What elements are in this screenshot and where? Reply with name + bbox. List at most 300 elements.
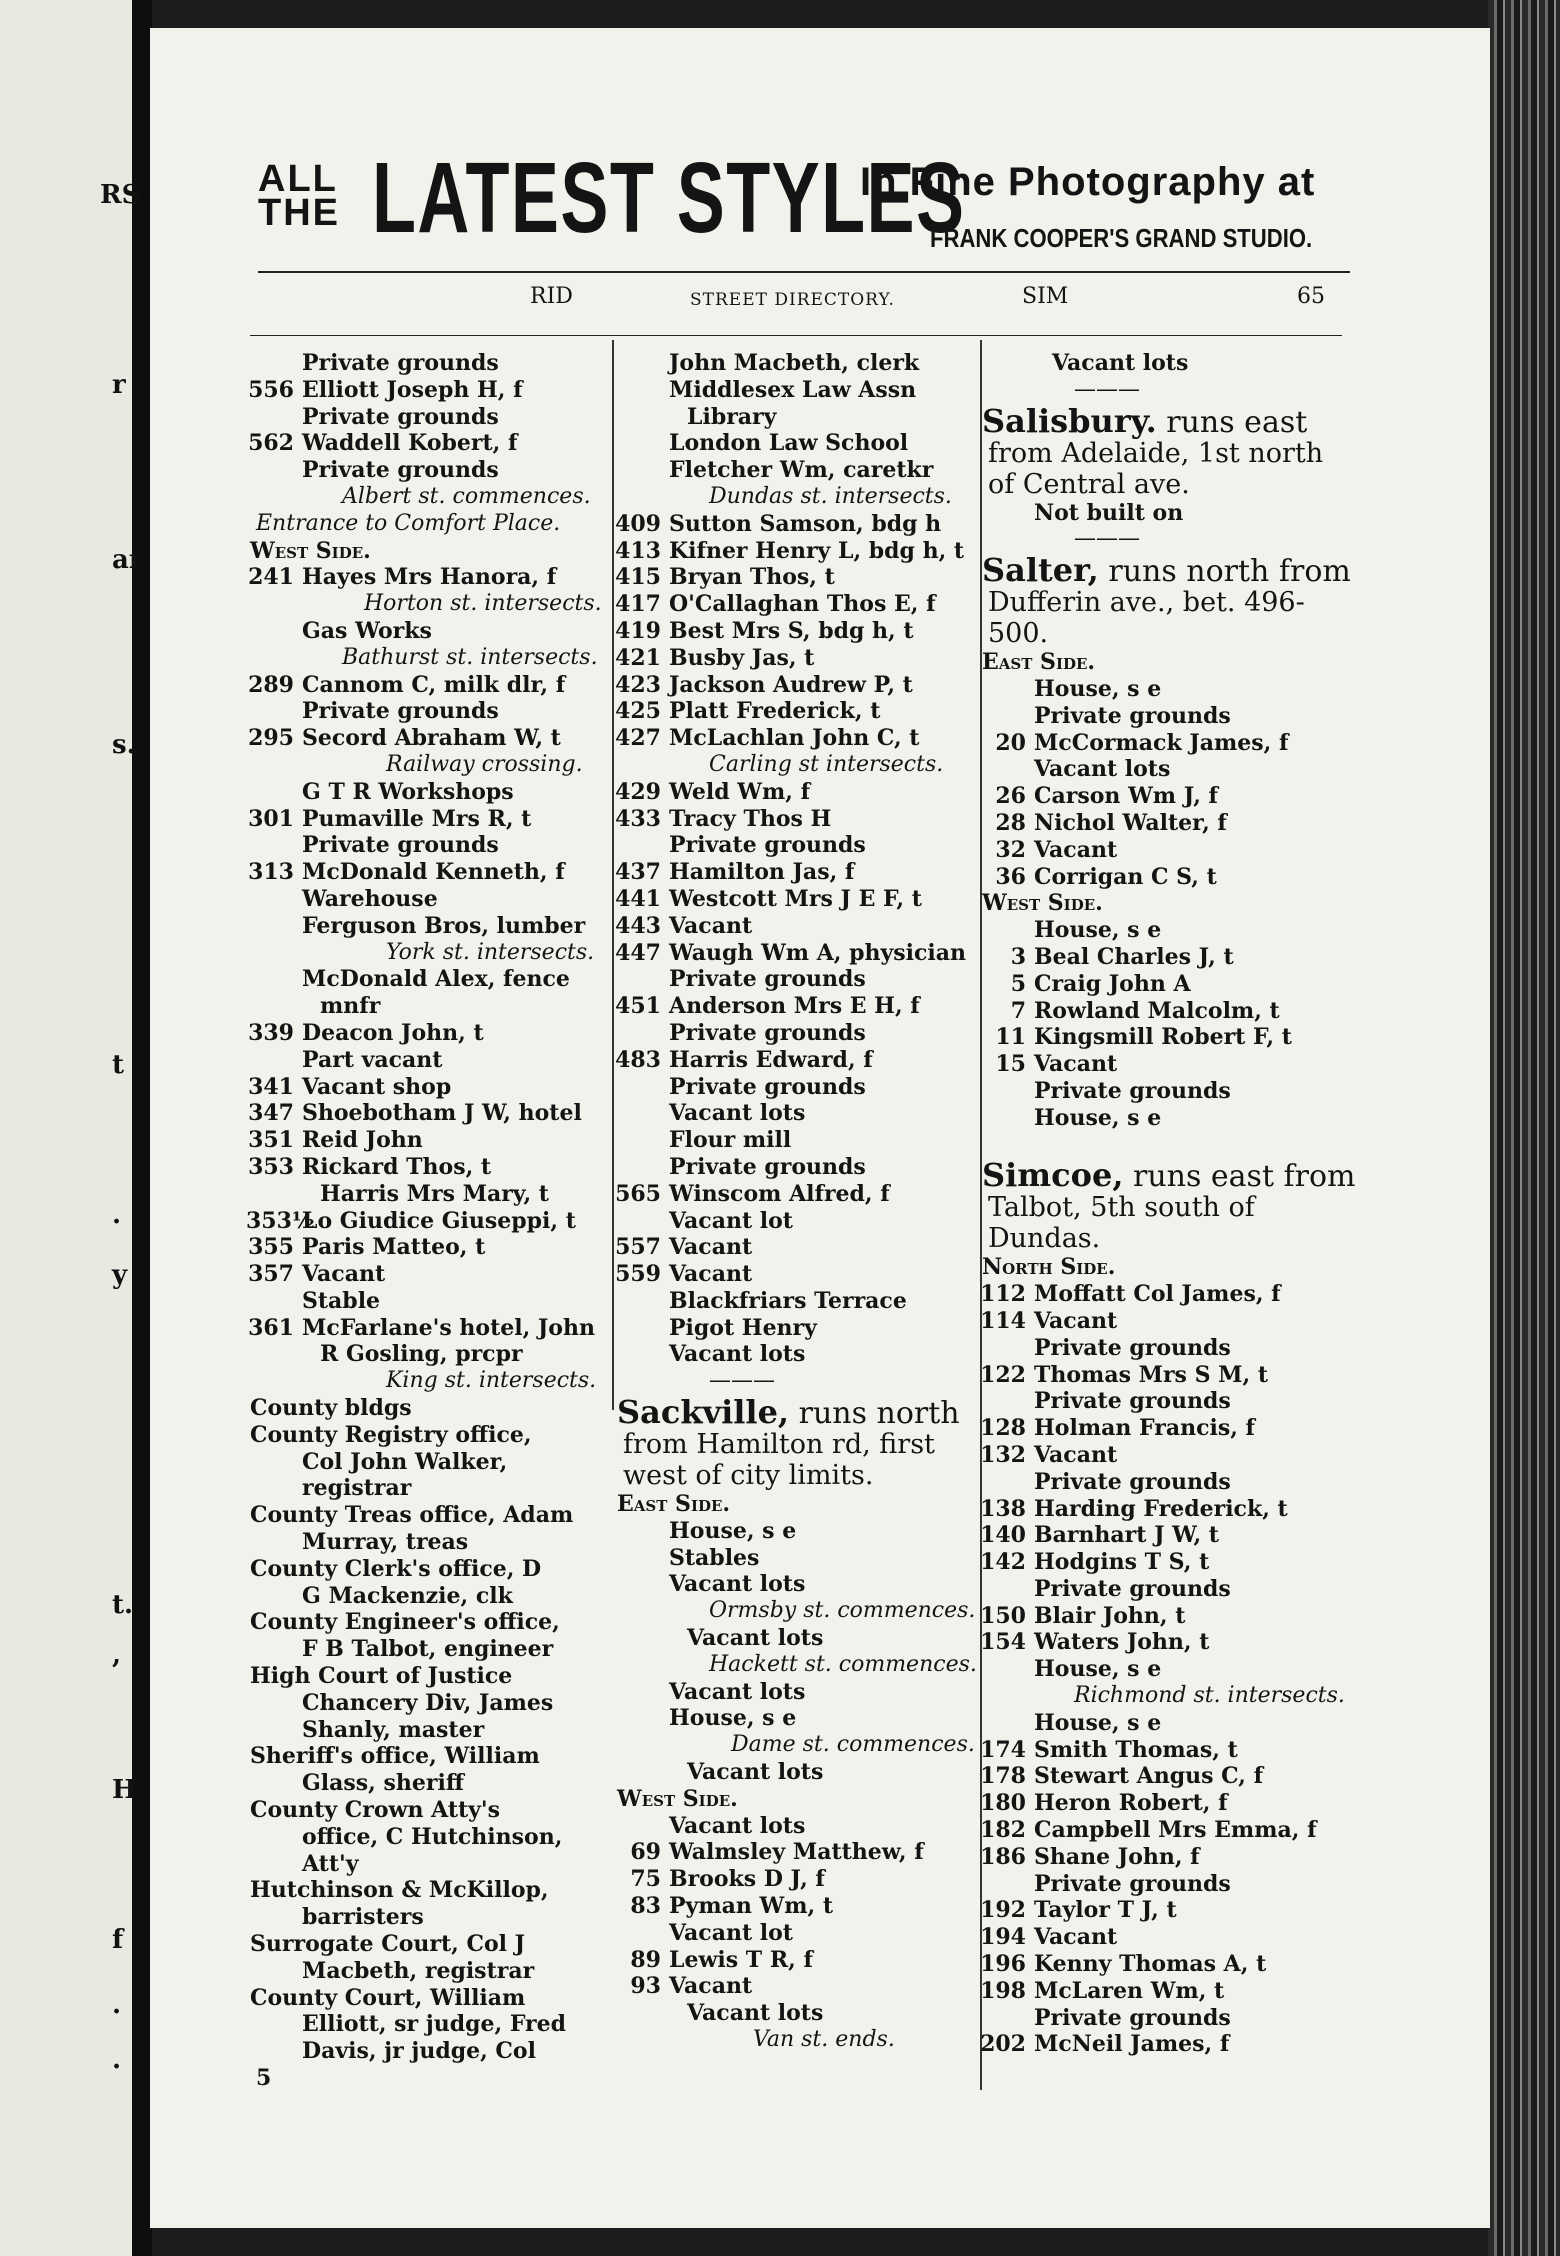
directory-entry: [978, 1415, 1348, 1442]
directory-entry: [978, 1603, 1348, 1630]
edge-fragment: t: [112, 1050, 125, 1080]
directory-entry: [978, 1281, 1348, 1308]
directory-entry: [978, 2005, 1348, 2032]
directory-entry: [613, 1208, 979, 1235]
house-number: 295: [248, 725, 294, 752]
header-fine-photography: In Fine Photography at: [860, 160, 1316, 204]
entry-text: Private grounds: [1034, 702, 1231, 729]
directory-entry: [978, 1308, 1348, 1335]
header-the: THE: [258, 192, 340, 234]
entry-text: Private grounds: [669, 1019, 866, 1046]
directory-entry: [613, 1047, 979, 1074]
house-number: 192: [980, 1897, 1026, 1924]
house-number: 182: [980, 1817, 1026, 1844]
directory-entry: [613, 2000, 979, 2027]
entry-text: Vacant lots: [669, 1571, 806, 1598]
entry-text: Busby Jas, t: [669, 644, 815, 671]
house-number: 93: [630, 1973, 661, 2000]
directory-entry: [246, 725, 612, 752]
directory-entry: [613, 1393, 979, 1432]
entry-text: Vacant lots: [669, 1812, 806, 1839]
entry-text: Jackson Audrew P, t: [669, 671, 913, 698]
directory-entry: [246, 672, 612, 699]
directory-entry: [978, 1790, 1348, 1817]
directory-entry: [613, 1625, 979, 1652]
house-number: 417: [615, 591, 661, 618]
directory-entry: [246, 1717, 612, 1744]
entry-text: Carling st intersects.: [709, 751, 944, 777]
directory-entry: [978, 587, 1348, 618]
entry-text: Col John Walker,: [302, 1448, 508, 1475]
directory-entry: [978, 1024, 1348, 1051]
directory-entry: [978, 1978, 1348, 2005]
entry-text: Vacant lots: [687, 2000, 824, 2027]
entry-text: Best Mrs S, bdg h, t: [669, 617, 914, 644]
entry-text: Gas Works: [302, 617, 432, 644]
directory-entry: [246, 752, 612, 779]
directory-entry: [978, 1737, 1348, 1764]
directory-entry: [613, 404, 979, 431]
entry-text: Deacon John, t: [302, 1019, 484, 1046]
entry-text: McCormack James, f: [1034, 729, 1289, 756]
running-head-left: RID: [530, 284, 573, 309]
directory-entry: [978, 1871, 1348, 1898]
edge-fragment: .: [112, 2045, 122, 2075]
entry-text: Private grounds: [1034, 1077, 1231, 1104]
house-number: 433: [615, 805, 661, 832]
house-number: 15: [995, 1051, 1026, 1078]
entry-text: Ferguson Bros, lumber: [302, 912, 586, 939]
directory-entry: [978, 944, 1348, 971]
page-number: 65: [1297, 284, 1325, 309]
directory-entry: [613, 2027, 979, 2054]
entry-text: Dufferin ave., bet. 496-: [988, 587, 1305, 619]
directory-entry: [978, 1388, 1348, 1415]
directory-entry: [246, 966, 612, 993]
entry-text: East Side.: [617, 1491, 731, 1518]
directory-entry: [613, 457, 979, 484]
directory-entry: [613, 1341, 979, 1368]
house-number: 198: [980, 1977, 1026, 2004]
directory-entry: [613, 377, 979, 404]
directory-entry: [978, 730, 1348, 757]
directory-entry: [613, 698, 979, 725]
entry-text: County Treas office, Adam: [250, 1502, 574, 1529]
directory-entry: [978, 618, 1348, 649]
directory-entry: [246, 1100, 612, 1127]
directory-entry: [246, 1851, 612, 1878]
edge-fragment: f: [112, 1925, 124, 1955]
header-all-the: [258, 158, 340, 234]
house-number: 441: [615, 885, 661, 912]
entry-text: Craig John A: [1034, 970, 1191, 997]
entry-text: Chancery Div, James: [302, 1689, 554, 1716]
directory-entry: [613, 1545, 979, 1572]
entry-text: McLachlan John C, t: [669, 725, 920, 752]
directory-entry: [246, 564, 612, 591]
directory-entry: [978, 1192, 1348, 1223]
directory-entry: [978, 1576, 1348, 1603]
directory-entry: [978, 864, 1348, 891]
entry-text: Waters John, t: [1034, 1629, 1210, 1656]
entry-text: Simcoe, runs east from: [982, 1156, 1356, 1195]
entry-text: Vacant: [669, 912, 753, 939]
directory-entry: [613, 1074, 979, 1101]
entry-text: Private grounds: [302, 350, 499, 376]
directory-entry: [246, 1368, 612, 1395]
edge-fragment: .: [112, 1200, 122, 1230]
entry-text: Private grounds: [1034, 2004, 1231, 2031]
directory-entry: [613, 806, 979, 833]
directory-entry: [246, 1583, 612, 1610]
house-number: 355: [248, 1234, 294, 1261]
entry-text: Vacant lots: [687, 1625, 824, 1652]
entry-text: 5: [256, 2065, 272, 2091]
entry-text: Brooks D J, f: [669, 1866, 825, 1893]
entry-text: Shane John, f: [1034, 1843, 1200, 1870]
entry-text: of Central ave.: [988, 468, 1190, 500]
directory-entry: [246, 779, 612, 806]
entry-text: Kenny Thomas A, t: [1034, 1951, 1267, 1978]
directory-entry: [246, 1958, 612, 1985]
house-number: 353½: [246, 1207, 315, 1234]
entry-text: County Crown Atty's: [250, 1797, 501, 1824]
directory-entry: [613, 832, 979, 859]
column-2: [613, 350, 979, 2054]
entry-text: G Mackenzie, clk: [302, 1582, 513, 1609]
directory-entry: [613, 1518, 979, 1545]
entry-text: Flour mill: [669, 1127, 792, 1154]
entry-text: Reid John: [302, 1127, 423, 1154]
house-number: 556: [248, 376, 294, 403]
directory-entry: [246, 1047, 612, 1074]
entry-text: Private grounds: [302, 832, 499, 859]
directory-entry: [978, 890, 1348, 917]
directory-entry: [246, 2011, 612, 2038]
entry-text: Private grounds: [669, 1073, 866, 1100]
directory-entry: [246, 886, 612, 913]
directory-entry: [978, 917, 1348, 944]
directory-entry: [978, 783, 1348, 810]
entry-text: Waddell Kobert, f: [302, 430, 518, 457]
house-number: 140: [980, 1522, 1026, 1549]
entry-text: Walmsley Matthew, f: [669, 1839, 924, 1866]
house-number: 114: [980, 1307, 1026, 1334]
house-number: 421: [615, 644, 661, 671]
entry-text: House, s e: [1034, 1709, 1162, 1736]
entry-text: Barnhart J W, t: [1034, 1522, 1219, 1549]
directory-entry: [246, 1208, 612, 1235]
entry-text: Not built on: [1034, 499, 1184, 526]
entry-text: Vacant: [302, 1261, 386, 1288]
house-number: 138: [980, 1495, 1026, 1522]
entry-text: Thomas Mrs S M, t: [1034, 1361, 1268, 1388]
entry-text: King st. intersects.: [386, 1368, 597, 1394]
house-number: 89: [630, 1946, 661, 1973]
edge-fragment: ar: [112, 545, 143, 575]
adjacent-page-strip: [0, 0, 132, 2256]
entry-text: west of city limits.: [623, 1460, 874, 1492]
directory-entry: [978, 500, 1348, 527]
directory-entry: [613, 1679, 979, 1706]
entry-text: Smith Thomas, t: [1034, 1736, 1238, 1763]
directory-entry: [978, 649, 1348, 676]
entry-text: Waugh Wm A, physician: [669, 939, 967, 966]
directory-entry: [613, 1813, 979, 1840]
house-number: 83: [630, 1893, 661, 1920]
house-number: 75: [630, 1866, 661, 1893]
entry-text: Vacant: [1034, 1924, 1118, 1951]
entry-text: from Adelaide, 1st north: [988, 437, 1324, 469]
directory-entry: [978, 1078, 1348, 1105]
directory-entry: [246, 1609, 612, 1636]
entry-text: Vacant shop: [302, 1073, 452, 1100]
directory-entry: [246, 1422, 612, 1449]
house-number: 565: [615, 1180, 661, 1207]
entry-text: John Macbeth, clerk: [669, 350, 920, 376]
entry-text: McNeil James, f: [1034, 2031, 1230, 2058]
directory-entry: [613, 966, 979, 993]
directory-entry: [978, 469, 1348, 500]
entry-text: Stable: [302, 1287, 381, 1314]
directory-entry: [613, 618, 979, 645]
directory-entry: [246, 1020, 612, 1047]
house-number: 28: [995, 809, 1026, 836]
directory-entry: [246, 1502, 612, 1529]
house-number: 443: [615, 912, 661, 939]
entry-text: Horton st. intersects.: [364, 591, 602, 617]
directory-entry: [613, 1261, 979, 1288]
directory-entry: [246, 806, 612, 833]
entry-text: McLaren Wm, t: [1034, 1977, 1225, 2004]
house-number: 289: [248, 671, 294, 698]
entry-text: Taylor T J, t: [1034, 1897, 1177, 1924]
entry-text: McDonald Alex, fence: [302, 966, 570, 993]
entry-text: Nichol Walter, f: [1034, 809, 1227, 836]
entry-text: Hodgins T S, t: [1034, 1549, 1210, 1576]
entry-text: registrar: [302, 1475, 412, 1502]
house-number: 351: [248, 1127, 294, 1154]
house-number: 3: [1010, 943, 1026, 970]
entry-text: Private grounds: [669, 832, 866, 859]
entry-text: Dundas st. intersects.: [709, 483, 952, 509]
directory-entry: [246, 1556, 612, 1583]
house-number: 186: [980, 1843, 1026, 1870]
edge-fragment: r: [112, 370, 126, 400]
directory-entry: [978, 377, 1348, 404]
entry-text: R Gosling, prcpr: [320, 1341, 523, 1368]
entry-text: mnfr: [320, 993, 381, 1020]
directory-entry: [613, 1315, 979, 1342]
directory-entry: [613, 645, 979, 672]
directory-entry: [978, 703, 1348, 730]
entry-text: Heron Robert, f: [1034, 1790, 1228, 1817]
edge-fragment: H: [112, 1775, 137, 1805]
entry-text: House, s e: [669, 1705, 797, 1732]
directory-entry: [613, 752, 979, 779]
directory-entry: [246, 1529, 612, 1556]
running-head-center: STREET DIRECTORY.: [690, 290, 895, 310]
running-head-rule: [250, 335, 1342, 336]
edge-fragment: ,: [112, 1640, 122, 1670]
house-number: 437: [615, 859, 661, 886]
house-number: 20: [995, 729, 1026, 756]
house-number: 112: [980, 1281, 1026, 1308]
directory-entry: [978, 998, 1348, 1025]
entry-text: High Court of Justice: [250, 1663, 513, 1690]
directory-entry: [613, 886, 979, 913]
directory-entry: [613, 538, 979, 565]
directory-entry: [246, 1877, 612, 1904]
entry-text: Van st. ends.: [753, 2027, 895, 2053]
directory-entry: [978, 676, 1348, 703]
directory-entry: [978, 1132, 1348, 1159]
house-number: 427: [615, 725, 661, 752]
entry-text: Shanly, master: [302, 1716, 485, 1743]
directory-entry: [246, 645, 612, 672]
entry-text: Salisbury. runs east: [982, 401, 1308, 440]
house-number: 202: [980, 2031, 1026, 2058]
entry-text: Holman Francis, f: [1034, 1415, 1255, 1442]
directory-entry: [978, 1362, 1348, 1389]
header-rule: [258, 271, 1350, 273]
entry-text: 500.: [988, 618, 1049, 650]
entry-text: Vacant: [669, 1261, 753, 1288]
entry-text: Vacant: [1034, 1441, 1118, 1468]
house-number: 180: [980, 1790, 1026, 1817]
book-gutter: [132, 0, 152, 2256]
entry-text: Private grounds: [1034, 1334, 1231, 1361]
header-all: ALL: [258, 158, 338, 200]
directory-entry: [246, 538, 612, 565]
entry-text: Ormsby st. commences.: [709, 1598, 976, 1624]
house-number: 483: [615, 1046, 661, 1073]
directory-entry: [246, 350, 612, 377]
entry-text: Vacant lots: [669, 1678, 806, 1705]
entry-text: Macbeth, registrar: [302, 1957, 535, 1984]
directory-entry: [613, 1839, 979, 1866]
entry-text: Hackett st. commences.: [709, 1651, 977, 1677]
directory-entry: [246, 1475, 612, 1502]
directory-entry: [613, 1893, 979, 1920]
directory-entry: [978, 1844, 1348, 1871]
directory-entry: [613, 940, 979, 967]
entry-text: Sutton Samson, bdg h: [669, 510, 942, 537]
house-number: 196: [980, 1951, 1026, 1978]
directory-entry: [246, 1636, 612, 1663]
house-number: 429: [615, 778, 661, 805]
directory-entry: [978, 1469, 1348, 1496]
entry-text: Vacant: [669, 1234, 753, 1261]
directory-entry: [613, 913, 979, 940]
house-number: 562: [248, 430, 294, 457]
directory-entry: [613, 1368, 979, 1395]
directory-entry: [978, 1683, 1348, 1710]
entry-text: McFarlane's hotel, John: [302, 1314, 595, 1341]
edge-fragment: y: [112, 1260, 128, 1290]
directory-entry: [246, 1181, 612, 1208]
entry-text: Vacant lots: [669, 1341, 806, 1368]
house-number: 341: [248, 1073, 294, 1100]
entry-text: Carson Wm J, f: [1034, 783, 1219, 810]
entry-text: Middlesex Law Assn: [669, 376, 917, 403]
entry-text: Harris Edward, f: [669, 1046, 873, 1073]
entry-text: County Clerk's office, D: [250, 1555, 542, 1582]
directory-entry: [613, 993, 979, 1020]
directory-entry: [978, 526, 1348, 553]
directory-entry: [613, 1154, 979, 1181]
directory-entry: [246, 2038, 612, 2065]
directory-entry: [978, 1223, 1348, 1254]
entry-text: Railway crossing.: [386, 751, 583, 777]
directory-entry: [613, 1652, 979, 1679]
directory-entry: [246, 832, 612, 859]
directory-entry: [978, 438, 1348, 469]
directory-entry: [613, 1571, 979, 1598]
directory-entry: [978, 551, 1351, 590]
entry-text: Fletcher Wm, caretkr: [669, 457, 934, 484]
entry-text: Richmond st. intersects.: [1074, 1683, 1345, 1709]
directory-entry: [978, 1710, 1348, 1737]
entry-text: McDonald Kenneth, f: [302, 859, 565, 886]
directory-entry: [978, 756, 1348, 783]
entry-text: Vacant lots: [1034, 756, 1171, 783]
directory-entry: [246, 1234, 612, 1261]
directory-entry: [246, 993, 612, 1020]
house-number: 11: [995, 1024, 1026, 1051]
directory-entry: [978, 1105, 1348, 1132]
entry-text: Moffatt Col James, f: [1034, 1281, 1281, 1308]
running-head-right: SIM: [1022, 284, 1069, 309]
entry-text: Private grounds: [1034, 1388, 1231, 1415]
entry-text: G T R Workshops: [302, 778, 514, 805]
directory-entry: [246, 1395, 612, 1422]
entry-text: Blackfriars Terrace: [669, 1287, 907, 1314]
entry-text: Private grounds: [669, 966, 866, 993]
entry-text: Vacant: [1034, 1051, 1118, 1078]
directory-entry: [246, 2065, 612, 2092]
entry-text: Kingsmill Robert F, t: [1034, 1024, 1292, 1051]
directory-entry: [246, 1074, 612, 1101]
entry-text: County bldgs: [250, 1395, 412, 1422]
entry-text: Shoebotham J W, hotel: [302, 1100, 582, 1127]
house-number: 132: [980, 1441, 1026, 1468]
entry-text: Beal Charles J, t: [1034, 943, 1234, 970]
entry-text: North Side.: [982, 1254, 1116, 1281]
entry-text: Talbot, 5th south of: [988, 1192, 1255, 1224]
directory-entry: [613, 1491, 979, 1518]
directory-entry: [246, 1449, 612, 1476]
directory-entry: [613, 1973, 979, 2000]
directory-entry: [978, 2031, 1348, 2058]
entry-text: ———: [1074, 526, 1140, 552]
house-number: 447: [615, 939, 661, 966]
house-number: 451: [615, 993, 661, 1020]
directory-entry: [613, 564, 979, 591]
directory-entry: [613, 1866, 979, 1893]
entry-text: House, s e: [1034, 1656, 1162, 1683]
directory-entry: [613, 1288, 979, 1315]
entry-text: Entrance to Comfort Place.: [256, 510, 561, 536]
house-number: 353: [248, 1153, 294, 1180]
entry-text: Private grounds: [302, 698, 499, 725]
directory-entry: [978, 1763, 1348, 1790]
house-number: 174: [980, 1736, 1026, 1763]
house-number: 128: [980, 1415, 1026, 1442]
house-number: 32: [995, 836, 1026, 863]
entry-text: Sackville, runs north: [617, 1393, 960, 1432]
entry-text: Vacant lot: [669, 1919, 793, 1946]
